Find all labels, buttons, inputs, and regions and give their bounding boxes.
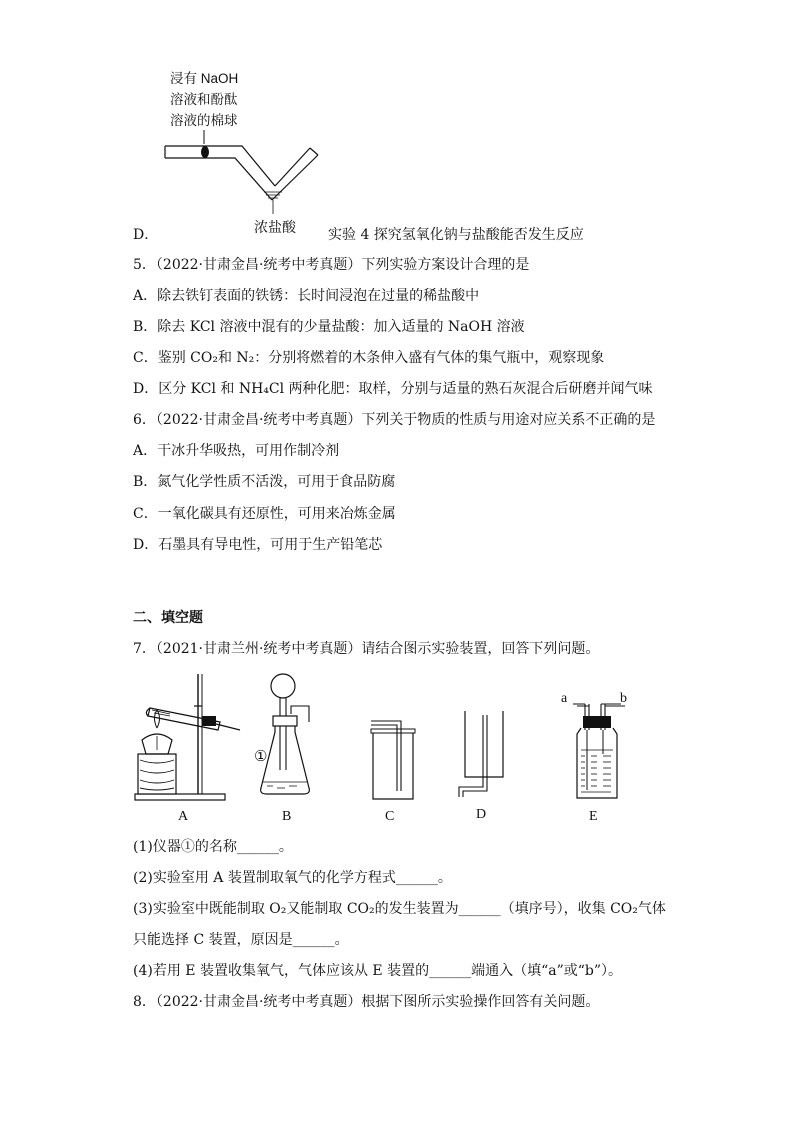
apparatus-label-c: C	[385, 809, 395, 824]
q5-option-d: D．区分 KCl 和 NH₄Cl 两种化肥：取样，分别与适量的熟石灰混合后研磨并闻气味	[133, 381, 653, 397]
port-b-label: b	[620, 691, 627, 706]
q6-option-c: C．一氧化碳具有还原性，可用来冶炼金属	[133, 506, 396, 522]
apparatus-label-a: A	[178, 809, 189, 824]
apparatus-label-e: E	[589, 809, 598, 824]
q7-sub2: (2)实验室用 A 装置制取氧气的化学方程式______。	[133, 870, 452, 886]
port-a-label: a	[561, 691, 568, 706]
section-heading: 二、填空题	[133, 609, 203, 625]
v-tube-diagram	[160, 128, 330, 218]
q5-option-c: C．鉴别 CO₂和 N₂：分别将燃着的木条伸入盛有气体的集气瓶中，观察现象	[133, 350, 605, 366]
q6-option-d: D．石墨具有导电性，可用于生产铅笔芯	[133, 537, 383, 553]
apparatus-b	[253, 670, 323, 805]
q7-stem: 7．（2021·甘肃兰州·统考中考真题）请结合图示实验装置，回答下列问题。	[133, 641, 600, 657]
q6-option-b: B．氮气化学性质不活泼，可用于食品防腐	[133, 474, 396, 490]
q5-option-a: A．除去铁钉表面的铁锈：长时间浸泡在过量的稀盐酸中	[133, 288, 480, 304]
q7-sub3-line2: 只能选择 C 装置，原因是______。	[133, 932, 349, 948]
apparatus-d	[455, 705, 515, 805]
cotton-ball	[201, 146, 209, 158]
apparatus-c	[365, 705, 425, 805]
q6-option-a: A．干冰升华吸热，可用作制冷剂	[133, 443, 340, 459]
q5-stem: 5．（2022·甘肃金昌·统考中考真题）下列实验方案设计合理的是	[133, 257, 530, 273]
cotton-label-line-2: 溶液和酚酞	[170, 92, 238, 107]
q7-sub1: (1)仪器①的名称______。	[133, 839, 293, 855]
q7-sub3-line1: (3)实验室中既能制取 O₂又能制取 CO₂的发生装置为______（填序号），收集 CO₂气体	[133, 901, 666, 917]
option-d-caption: 实验 4 探究氢氧化钠与盐酸能否发生反应	[328, 227, 584, 243]
q5-option-b: B．除去 KCl 溶液中混有的少量盐酸：加入适量的 NaOH 溶液	[133, 319, 525, 335]
acid-label: 浓盐酸	[254, 219, 296, 235]
q7-sub4: (4)若用 E 装置收集氧气，气体应该从 E 装置的______端通入（填“a”或“b”）。	[133, 963, 623, 979]
apparatus-label-b: B	[282, 809, 292, 824]
q8-stem: 8．（2022·甘肃金昌·统考中考真题）根据下图所示实验操作回答有关问题。	[133, 994, 600, 1010]
cotton-label-line-3: 溶液的棉球	[170, 113, 238, 128]
apparatus-label-d: D	[476, 807, 487, 822]
apparatus-a	[130, 670, 245, 805]
instrument-marker-1: ①	[254, 749, 268, 765]
option-d-letter: D．	[133, 227, 159, 243]
cotton-label-line-1: 浸有 NaOH	[170, 71, 239, 86]
q6-stem: 6．（2022·甘肃金昌·统考中考真题）下列关于物质的性质与用途对应关系不正确的是	[133, 412, 656, 428]
